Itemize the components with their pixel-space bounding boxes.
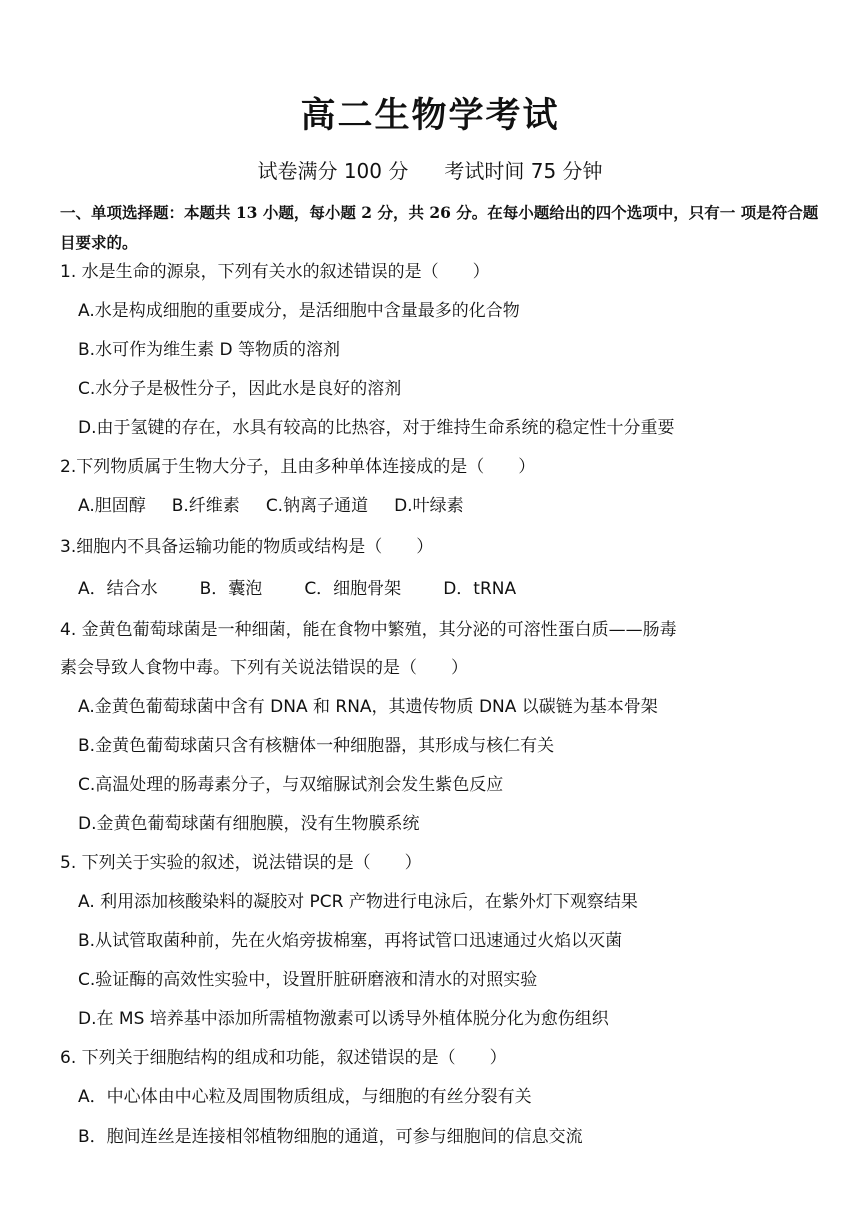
question-6-option-a: A．中心体由中心粒及周围物质组成，与细胞的有丝分裂有关: [78, 1087, 532, 1107]
exam-title: 高二生物学考试: [300, 96, 560, 136]
question-2-option-d: D.叶绿素: [394, 496, 464, 516]
question-3-option-b: B．囊泡: [199, 579, 263, 599]
question-5-option-a: A. 利用添加核酸染料的凝胶对 PCR 产物进行电泳后，在紫外灯下观察结果: [78, 892, 638, 912]
question-1-option-c: C.水分子是极性分子，因此水是良好的溶剂: [78, 379, 402, 399]
question-6-stem: 6. 下列关于细胞结构的组成和功能，叙述错误的是（ ）: [60, 1048, 507, 1068]
question-3-options: [78, 576, 558, 602]
question-5-option-d: D.在 MS 培养基中添加所需植物激素可以诱导外植体脱分化为愈伤组织: [78, 1009, 609, 1029]
question-3-option-c: C．细胞骨架: [304, 579, 402, 599]
exam-subtitle: [0, 156, 860, 186]
question-3-stem: 3.细胞内不具备运输功能的物质或结构是（ ）: [60, 537, 434, 557]
section-heading: 一、单项选择题：本题共 13 小题，每小题 2 分，共 26 分。在每小题给出的四个选项中，只有一 项是符合题目要求的。: [60, 203, 819, 252]
question-5-option-b: B.从试管取菌种前，先在火焰旁拔棉塞，再将试管口迅速通过火焰以灭菌: [78, 931, 623, 951]
full-score-text: 试卷满分 100 分: [257, 159, 409, 183]
question-4-option-c: C.高温处理的肠毒素分子，与双缩脲试剂会发生紫色反应: [78, 775, 504, 795]
exam-time-text: 考试时间 75 分钟: [444, 159, 603, 183]
question-6-option-b: B．胞间连丝是连接相邻植物细胞的通道，可参与细胞间的信息交流: [78, 1127, 583, 1147]
question-2-stem: 2.下列物质属于生物大分子，且由多种单体连接成的是（ ）: [60, 457, 536, 477]
question-3-option-a: A．结合水: [78, 579, 158, 599]
question-2-options: [78, 493, 490, 519]
question-1-stem: 1. 水是生命的源泉，下列有关水的叙述错误的是（ ）: [60, 262, 490, 282]
question-4-option-a: A.金黄色葡萄球菌中含有 DNA 和 RNA，其遗传物质 DNA 以碳链为基本骨架: [78, 697, 658, 717]
question-4-stem-line1: 4. 金黄色葡萄球菌是一种细菌，能在食物中繁殖，其分泌的可溶性蛋白质——肠毒: [60, 620, 677, 640]
question-2-option-b: B.纤维素: [171, 496, 240, 516]
question-3-option-d: D．tRNA: [443, 579, 517, 599]
question-5-stem: 5. 下列关于实验的叙述，说法错误的是（ ）: [60, 853, 422, 873]
question-4-stem-line2: 素会导致人食物中毒。下列有关说法错误的是（ ）: [60, 658, 468, 678]
question-1-option-a: A.水是构成细胞的重要成分，是活细胞中含量最多的化合物: [78, 301, 520, 321]
question-1-option-b: B.水可作为维生素 D 等物质的溶剂: [78, 340, 340, 360]
question-4-option-d: D.金黄色葡萄球菌有细胞膜，没有生物膜系统: [78, 814, 420, 834]
question-2-option-c: C.钠离子通道: [265, 496, 369, 516]
question-5-option-c: C.验证酶的高效性实验中，设置肝脏研磨液和清水的对照实验: [78, 970, 538, 990]
question-4-option-b: B.金黄色葡萄球菌只含有核糖体一种细胞器，其形成与核仁有关: [78, 736, 555, 756]
question-2-option-a: A.胆固醇: [78, 496, 146, 516]
question-1-option-d: D.由于氢键的存在，水具有较高的比热容，对于维持生命系统的稳定性十分重要: [78, 418, 675, 438]
